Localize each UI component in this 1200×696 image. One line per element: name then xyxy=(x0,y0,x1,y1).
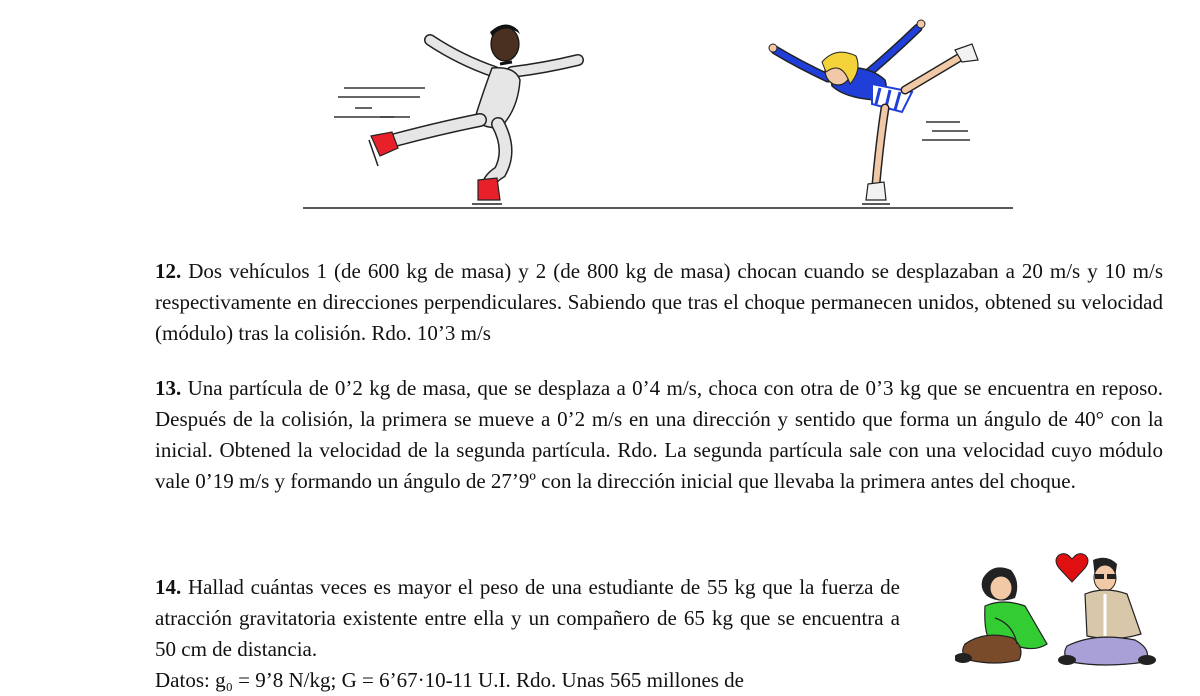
problem-text: Dos vehículos 1 (de 600 kg de masa) y 2 (de 800 kg de masa) chocan cuando se desplazaban a 20 m/s y 10 m/s respectivamente en direcciones perpendiculares. Sabiendo que tras el choque permanecen unidos, obtened su velocidad (módulo) tras la colisión. Rdo. 10’3 m/s xyxy=(155,259,1164,345)
problem-12 xyxy=(155,256,1163,349)
male-skater xyxy=(369,24,578,204)
problem-14 xyxy=(155,572,900,696)
speed-lines-right xyxy=(922,122,970,140)
speed-lines-left xyxy=(334,88,425,117)
girl-figure xyxy=(955,567,1047,663)
problem-number: 14. xyxy=(155,575,182,599)
figure-skaters-illustration xyxy=(0,0,1200,240)
problem-number: 13. xyxy=(155,376,182,400)
problem-13 xyxy=(155,373,1163,497)
problem-text: Hallad cuántas veces es mayor el peso de una estudiante de 55 kg que la fuerza de atracción gravitatoria existente entre ella y un compañero de 65 kg que se encuentra a 50 cm de distancia. xyxy=(155,575,901,661)
students-couple-illustration xyxy=(955,548,1165,675)
problem-text: Una partícula de 0’2 kg de masa, que se desplaza a 0’4 m/s, choca con otra de 0’3 kg que se encuentra en reposo. Después de la colisión, la primera se mueve a 0’2 m/s en una dirección y sentido que forma un ángulo de 40° con la inicial. Obtened la velocidad de la segunda partícula. Rdo. La segunda partícula sale con una velocidad cuyo módulo vale 0’19 m/s y formando un ángulo de 27’9º con la dirección inicial que llevaba la primera antes del choque. xyxy=(155,376,1164,493)
problem-data-line: Datos: g₀ = 9’8 N/kg; G = 6’67·10-11 U.I. Rdo. Unas 565 millones de xyxy=(155,668,745,692)
problem-number: 12. xyxy=(155,259,182,283)
heart-icon xyxy=(1056,554,1088,582)
female-skater xyxy=(769,20,978,204)
